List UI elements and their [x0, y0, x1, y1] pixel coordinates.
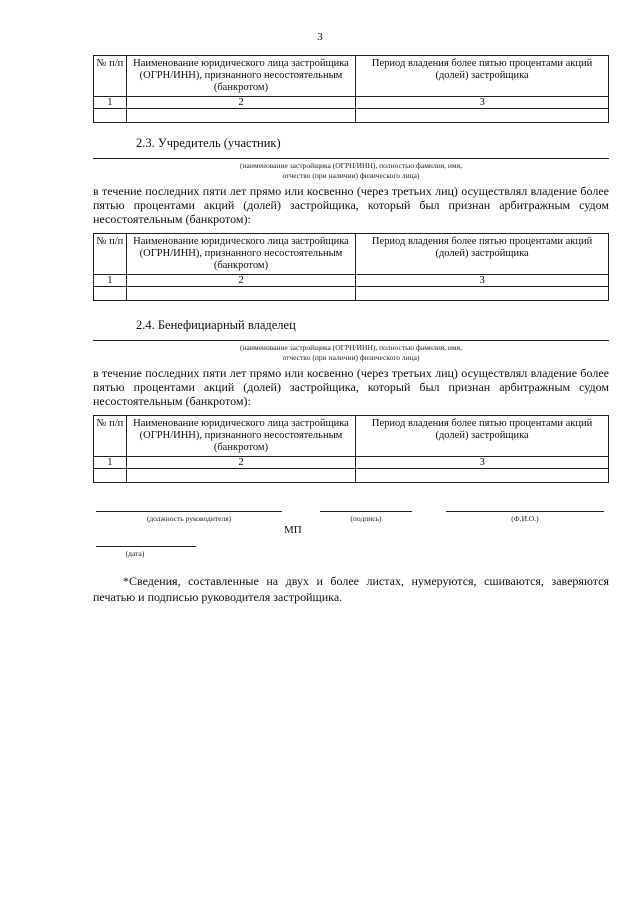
beneficiary-caption	[93, 343, 609, 363]
ownership-table-3	[93, 415, 609, 483]
founder-caption-line2: отчество (при наличии) физического лица)	[282, 171, 420, 180]
col-number-2: 2	[126, 275, 355, 287]
signature-label: (подпись)	[350, 514, 382, 523]
empty-cell[interactable]	[126, 287, 355, 301]
page-number: 3	[317, 31, 323, 43]
founder-name-line[interactable]	[93, 158, 609, 159]
position-line[interactable]	[96, 511, 282, 512]
beneficiary-name-line[interactable]	[93, 340, 609, 341]
empty-cell[interactable]	[94, 287, 127, 301]
stamp-mark: МП	[284, 524, 302, 536]
fio-label: (Ф.И.О.)	[511, 514, 539, 523]
header-no: № п/п	[94, 56, 127, 97]
empty-cell[interactable]	[126, 469, 355, 483]
empty-cell[interactable]	[356, 109, 609, 123]
col-number-3: 3	[356, 97, 609, 109]
header-period: Период владения более пятью процентами акций (долей) застройщика	[356, 416, 609, 457]
signature-line[interactable]	[320, 511, 412, 512]
beneficiary-paragraph: в течение последних пяти лет прямо или косвенно (через третьих лиц) осуществлял владение более пятью процентами акций (долей) застройщика, который был признан арбитражным судом несостоятельным (банкротом):	[93, 366, 609, 408]
header-no: № п/п	[94, 234, 127, 275]
empty-cell[interactable]	[356, 287, 609, 301]
empty-cell[interactable]	[94, 109, 127, 123]
col-number-3: 3	[356, 275, 609, 287]
beneficiary-caption-line2: отчество (при наличии) физического лица)	[282, 353, 420, 362]
header-name: Наименование юридического лица застройщика (ОГРН/ИНН), признанного несостоятельным (банкротом)	[126, 56, 355, 97]
beneficiary-caption-line1: (наименование застройщика (ОГРН/ИНН), полностью фамилия, имя,	[240, 343, 462, 352]
header-no: № п/п	[94, 416, 127, 457]
section-founder-title: 2.3. Учредитель (участник)	[136, 136, 281, 150]
founder-caption	[93, 161, 609, 181]
founder-paragraph: в течение последних пяти лет прямо или косвенно (через третьих лиц) осуществлял владение более пятью процентами акций (долей) застройщика, который был признан арбитражным судом несостоятельным (банкротом):	[93, 184, 609, 226]
header-period: Период владения более пятью процентами акций (долей) застройщика	[356, 234, 609, 275]
col-number-2: 2	[126, 457, 355, 469]
founder-caption-line1: (наименование застройщика (ОГРН/ИНН), полностью фамилия, имя,	[240, 161, 462, 170]
date-label: (дата)	[125, 549, 145, 558]
section-beneficiary-title: 2.4. Бенефициарный владелец	[136, 318, 296, 332]
header-period: Период владения более пятью процентами акций (долей) застройщика	[356, 56, 609, 97]
header-name: Наименование юридического лица застройщика (ОГРН/ИНН), признанного несостоятельным (банкротом)	[126, 234, 355, 275]
position-label: (должность руководителя)	[146, 514, 232, 523]
col-number-1: 1	[94, 97, 127, 109]
header-name: Наименование юридического лица застройщика (ОГРН/ИНН), признанного несостоятельным (банкротом)	[126, 416, 355, 457]
col-number-1: 1	[94, 457, 127, 469]
ownership-table-2	[93, 233, 609, 301]
footnote: *Сведения, составленные на двух и более листах, нумеруются, сшиваются, заверяются печатью и подписью руководителя застройщика.	[93, 574, 609, 604]
date-line[interactable]	[96, 546, 196, 547]
empty-cell[interactable]	[356, 469, 609, 483]
empty-cell[interactable]	[126, 109, 355, 123]
col-number-3: 3	[356, 457, 609, 469]
col-number-2: 2	[126, 97, 355, 109]
ownership-table-1	[93, 55, 609, 123]
col-number-1: 1	[94, 275, 127, 287]
fio-line[interactable]	[446, 511, 604, 512]
empty-cell[interactable]	[94, 469, 127, 483]
